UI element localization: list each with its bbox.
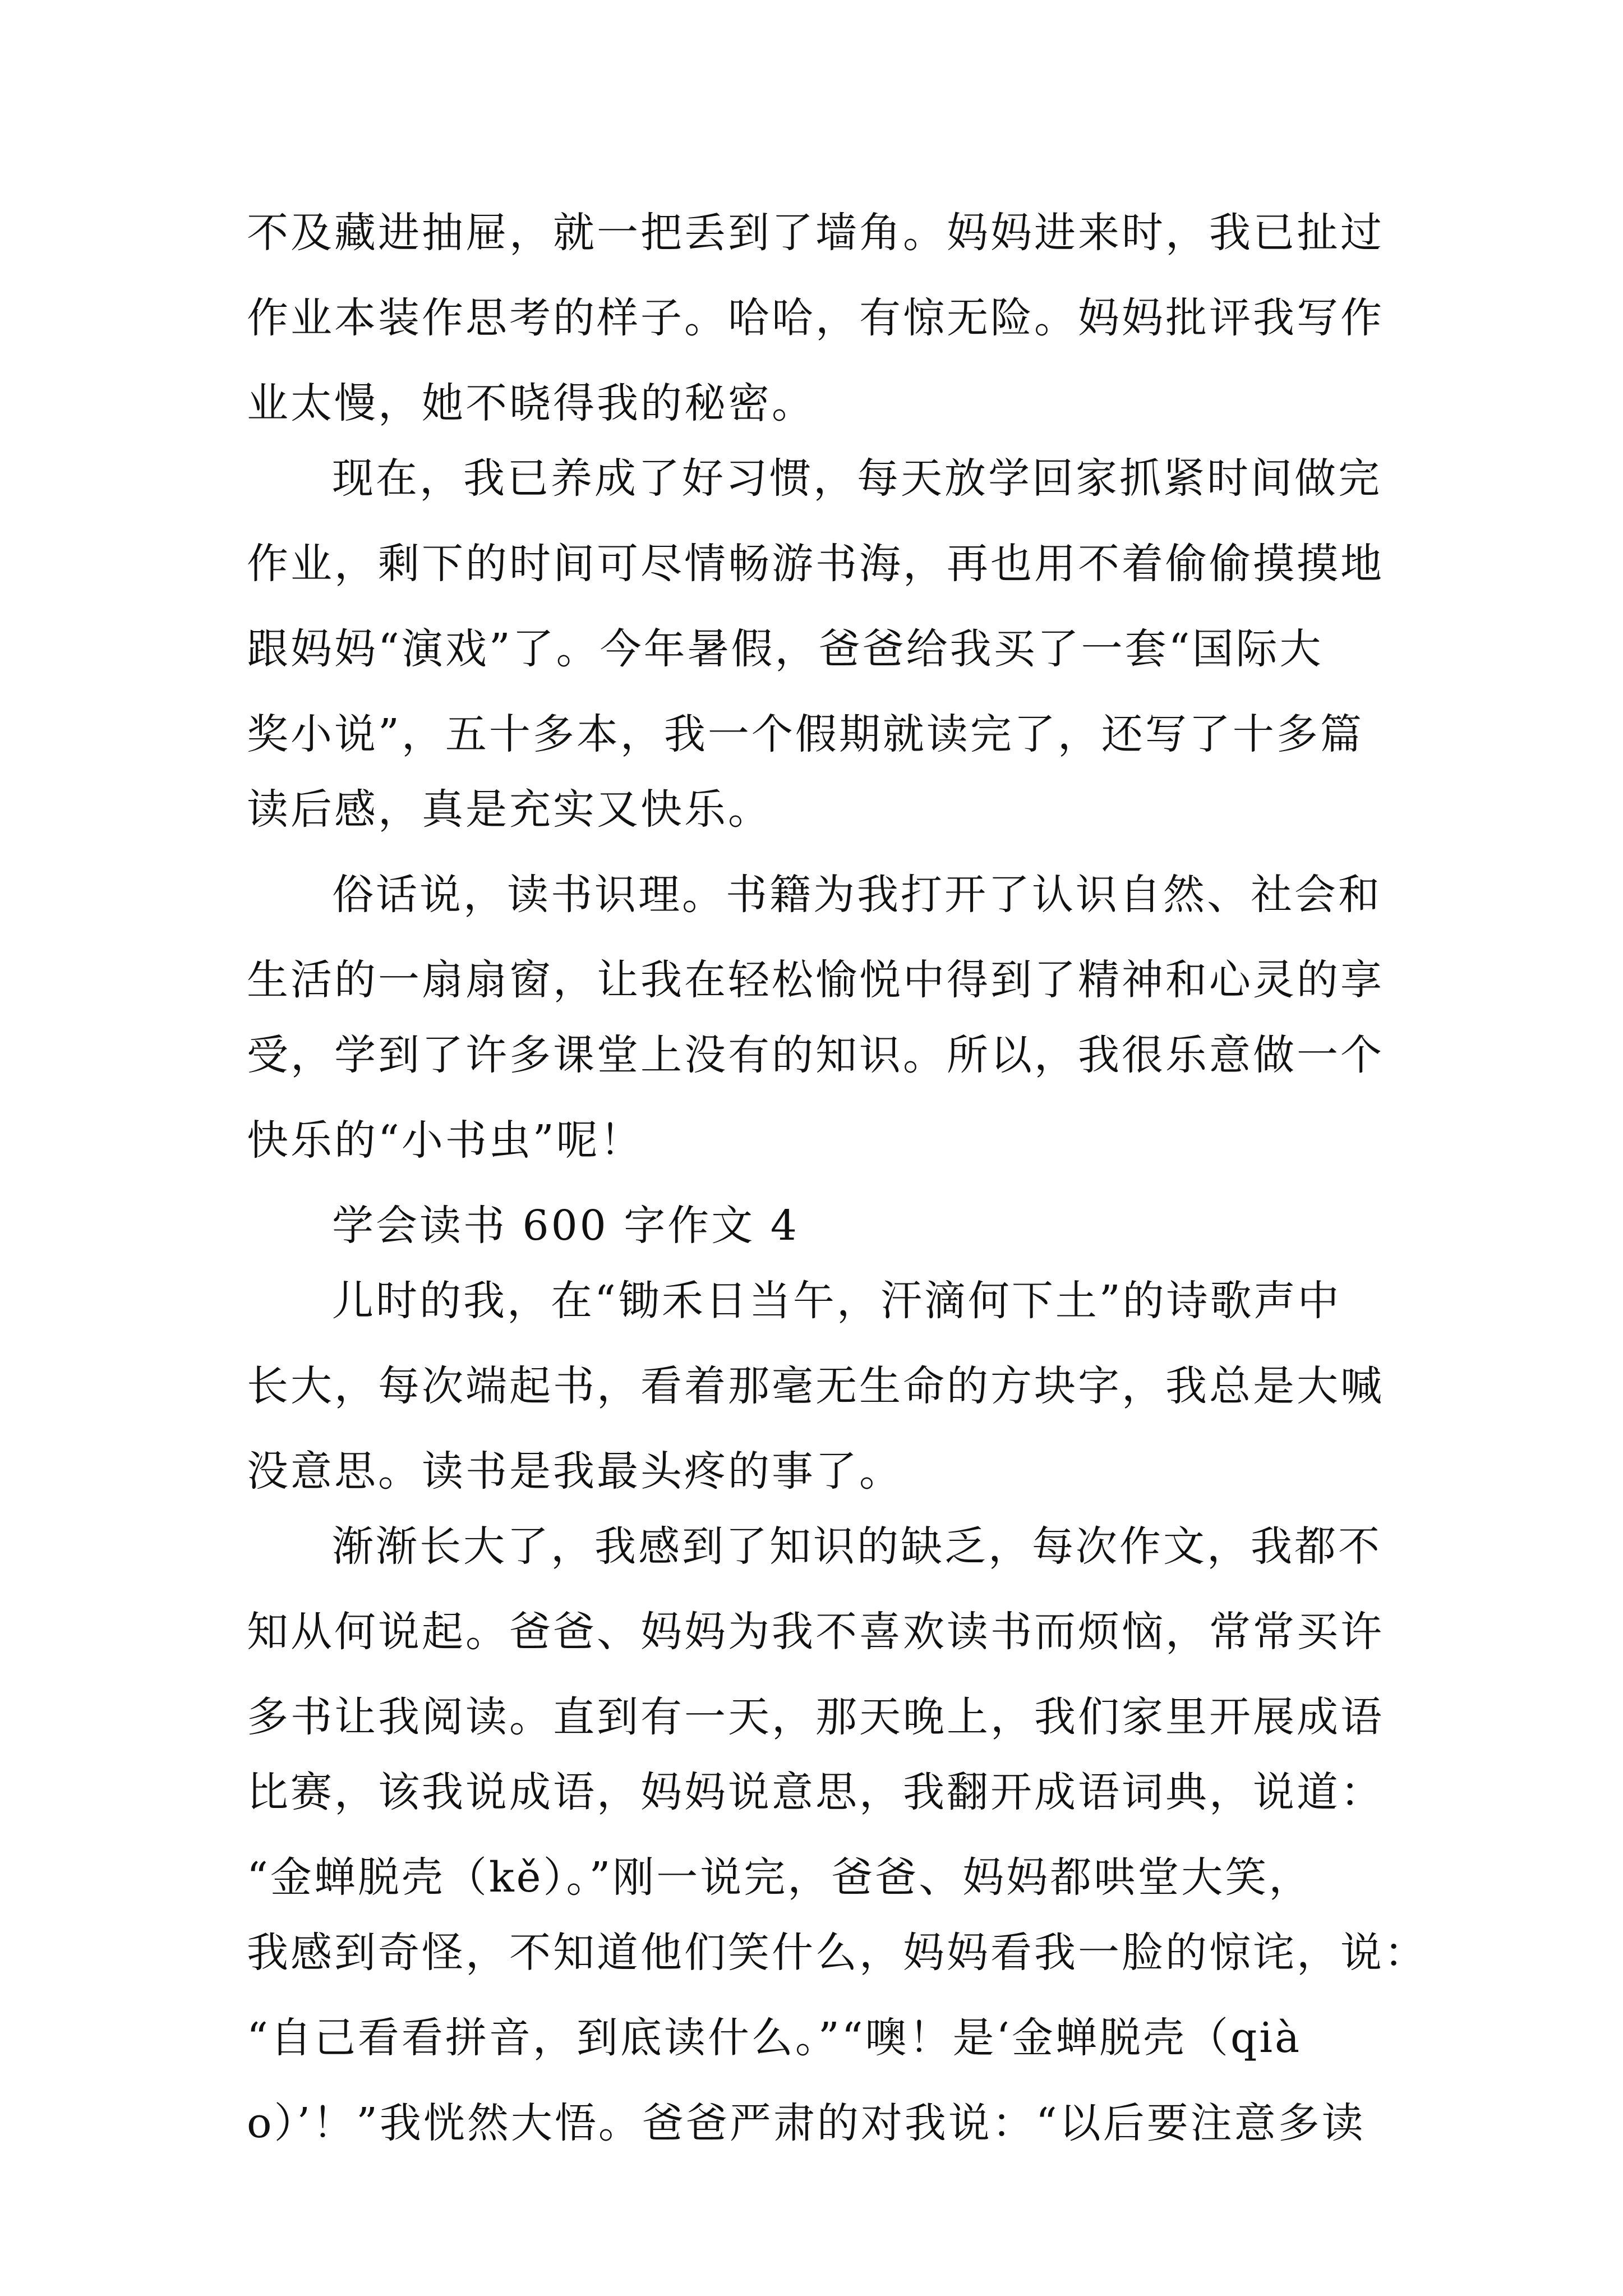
text-line: 作业本装作思考的样子。哈哈，有惊无险。妈妈批评我写作 [247, 294, 1384, 342]
text-line: o）’！”我恍然大悟。爸爸严肃的对我说：“以后要注意多读 [247, 2099, 1366, 2147]
text-line: 多书让我阅读。直到有一天，那天晚上，我们家里开展成语 [247, 1693, 1384, 1741]
text-line: 不及藏进抽屉，就一把丢到了墙角。妈妈进来时，我已扯过 [247, 209, 1384, 257]
paragraph-start-line: 渐渐长大了，我感到了知识的缺乏，每次作文，我都不 [332, 1522, 1382, 1571]
text-line: 作业，剩下的时间可尽情畅游书海，再也用不着偷偷摸摸地 [247, 540, 1384, 588]
section-heading: 学会读书 600 字作文 4 [332, 1202, 799, 1250]
text-line: 我感到奇怪，不知道他们笑什么，妈妈看我一脸的惊诧，说： [247, 1929, 1428, 1977]
text-line: 生活的一扇扇窗，让我在轻松愉悦中得到了精神和心灵的享 [247, 956, 1384, 1004]
text-line: “金蝉脱壳（kě）。”刚一说完，爸爸、妈妈都哄堂大笑， [247, 1853, 1313, 1902]
paragraph-start-line: 现在，我已养成了好习惯，每天放学回家抓紧时间做完 [332, 454, 1382, 503]
text-line: 业太慢，她不晓得我的秘密。 [247, 379, 815, 427]
text-line: 长大，每次端起书，看着那毫无生命的方块字，我总是大喊 [247, 1362, 1384, 1410]
text-line: 比赛，该我说成语，妈妈说意思，我翻开成语词典，说道： [247, 1768, 1384, 1816]
text-line: 读后感，真是充实又快乐。 [247, 785, 772, 834]
text-line: 没意思。读书是我最头疼的事了。 [247, 1447, 903, 1496]
text-line: 跟妈妈“演戏”了。今年暑假，爸爸给我买了一套“国际大 [247, 625, 1324, 673]
text-line: 知从何说起。爸爸、妈妈为我不喜欢读书而烦恼，常常买许 [247, 1608, 1384, 1656]
text-line: 受，学到了许多课堂上没有的知识。所以，我很乐意做一个 [247, 1031, 1384, 1079]
text-line: “自己看看拼音，到底读什么。”“噢！是‘金蝉脱壳（qià [247, 2014, 1302, 2062]
paragraph-start-line: 俗话说，读书识理。书籍为我打开了认识自然、社会和 [332, 871, 1382, 919]
text-line: 奖小说”，五十多本，我一个假期就读完了，还写了十多篇 [247, 710, 1364, 758]
text-line: 快乐的“小书虫”呢！ [247, 1116, 644, 1165]
paragraph-start-line: 儿时的我，在“锄禾日当午，汗滴何下土”的诗歌声中 [332, 1277, 1341, 1325]
